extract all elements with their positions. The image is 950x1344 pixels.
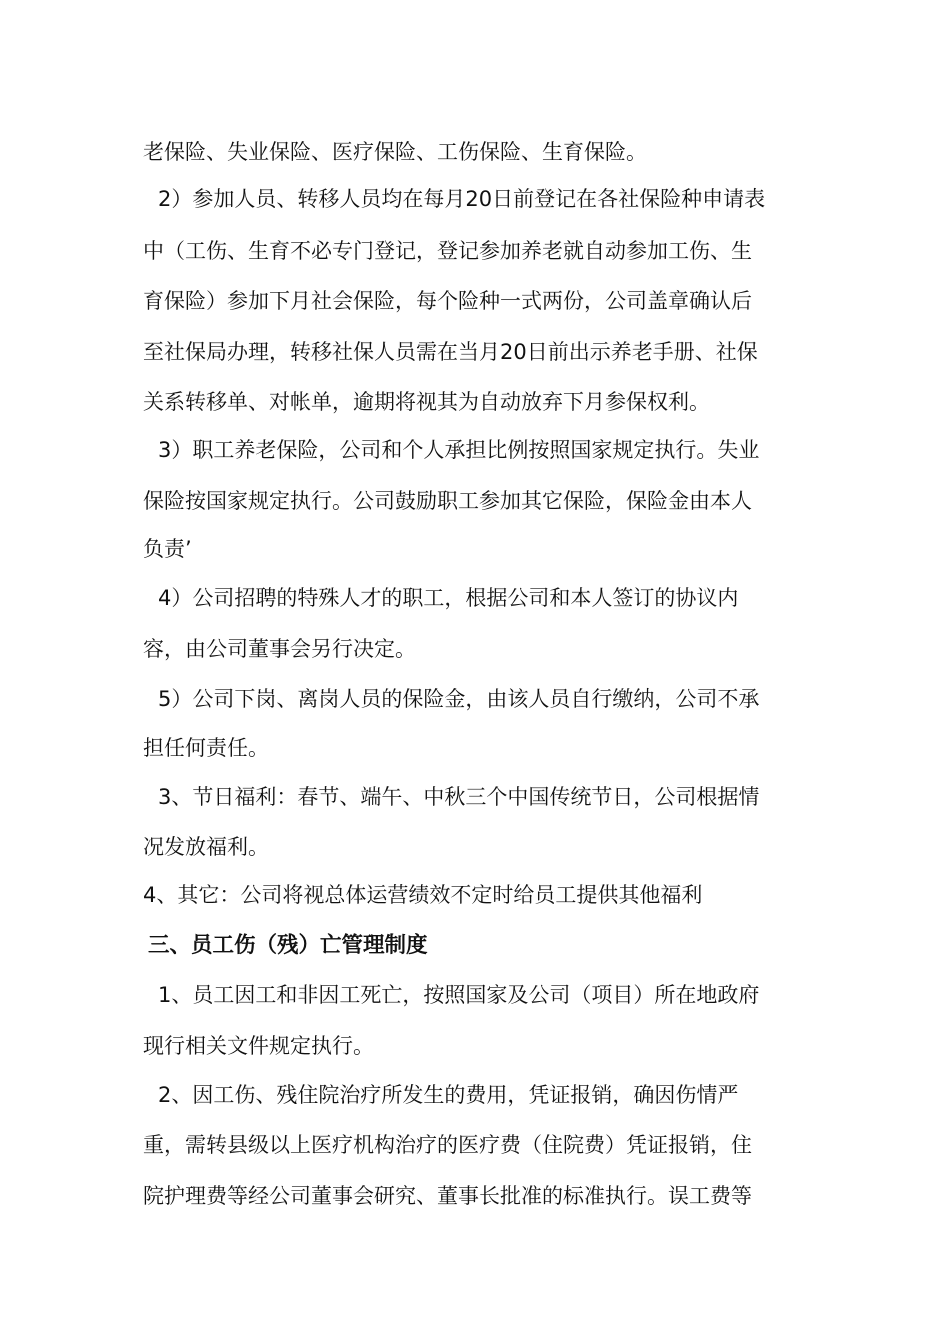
text-line: 院护理费等经公司董事会研究、董事长批准的标准执行。误工费等 (143, 1184, 752, 1208)
text-line: 2）参加人员、转移人员均在每月20日前登记在各社保险种申请表 (158, 187, 766, 211)
text-line: 容，由公司董事会另行决定。 (143, 637, 416, 661)
text-line: 至社保局办理，转移社保人员需在当月20日前出示养老手册、社保 (143, 340, 758, 364)
text-line: 3）职工养老保险，公司和个人承担比例按照国家规定执行。失业 (158, 438, 760, 462)
text-line: 保险按国家规定执行。公司鼓励职工参加其它保险，保险金由本人 (143, 489, 752, 513)
text-line: 4、其它：公司将视总体运营绩效不定时给员工提供其他福利 (143, 883, 703, 907)
text-line: 关系转移单、对帐单，逾期将视其为自动放弃下月参保权利。 (143, 390, 710, 414)
text-line: 2、因工伤、残住院治疗所发生的费用，凭证报销，确因伤情严 (158, 1083, 739, 1107)
section-heading: 三、员工伤（残）亡管理制度 (148, 933, 428, 958)
text-line: 担任何责任。 (143, 736, 269, 760)
text-line: 育保险）参加下月社会保险，每个险种一式两份，公司盖章确认后 (143, 289, 752, 313)
text-line: 4）公司招聘的特殊人才的职工，根据公司和本人签订的协议内 (158, 586, 739, 610)
text-line: 重，需转县级以上医疗机构治疗的医疗费（住院费）凭证报销，住 (143, 1133, 752, 1157)
text-line: 5）公司下岗、离岗人员的保险金，由该人员自行缴纳，公司不承 (158, 687, 760, 711)
text-line: 1、员工因工和非因工死亡，按照国家及公司（项目）所在地政府 (158, 983, 760, 1007)
text-line: 负责’ (143, 537, 192, 561)
text-line: 况发放福利。 (143, 835, 269, 859)
text-line: 中（工伤、生育不必专门登记，登记参加养老就自动参加工伤、生 (143, 239, 752, 263)
text-line: 老保险、失业保险、医疗保险、工伤保险、生育保险。 (143, 140, 647, 164)
text-line: 3、节日福利：春节、端午、中秋三个中国传统节日，公司根据情 (158, 785, 760, 809)
text-line: 现行相关文件规定执行。 (143, 1034, 374, 1058)
